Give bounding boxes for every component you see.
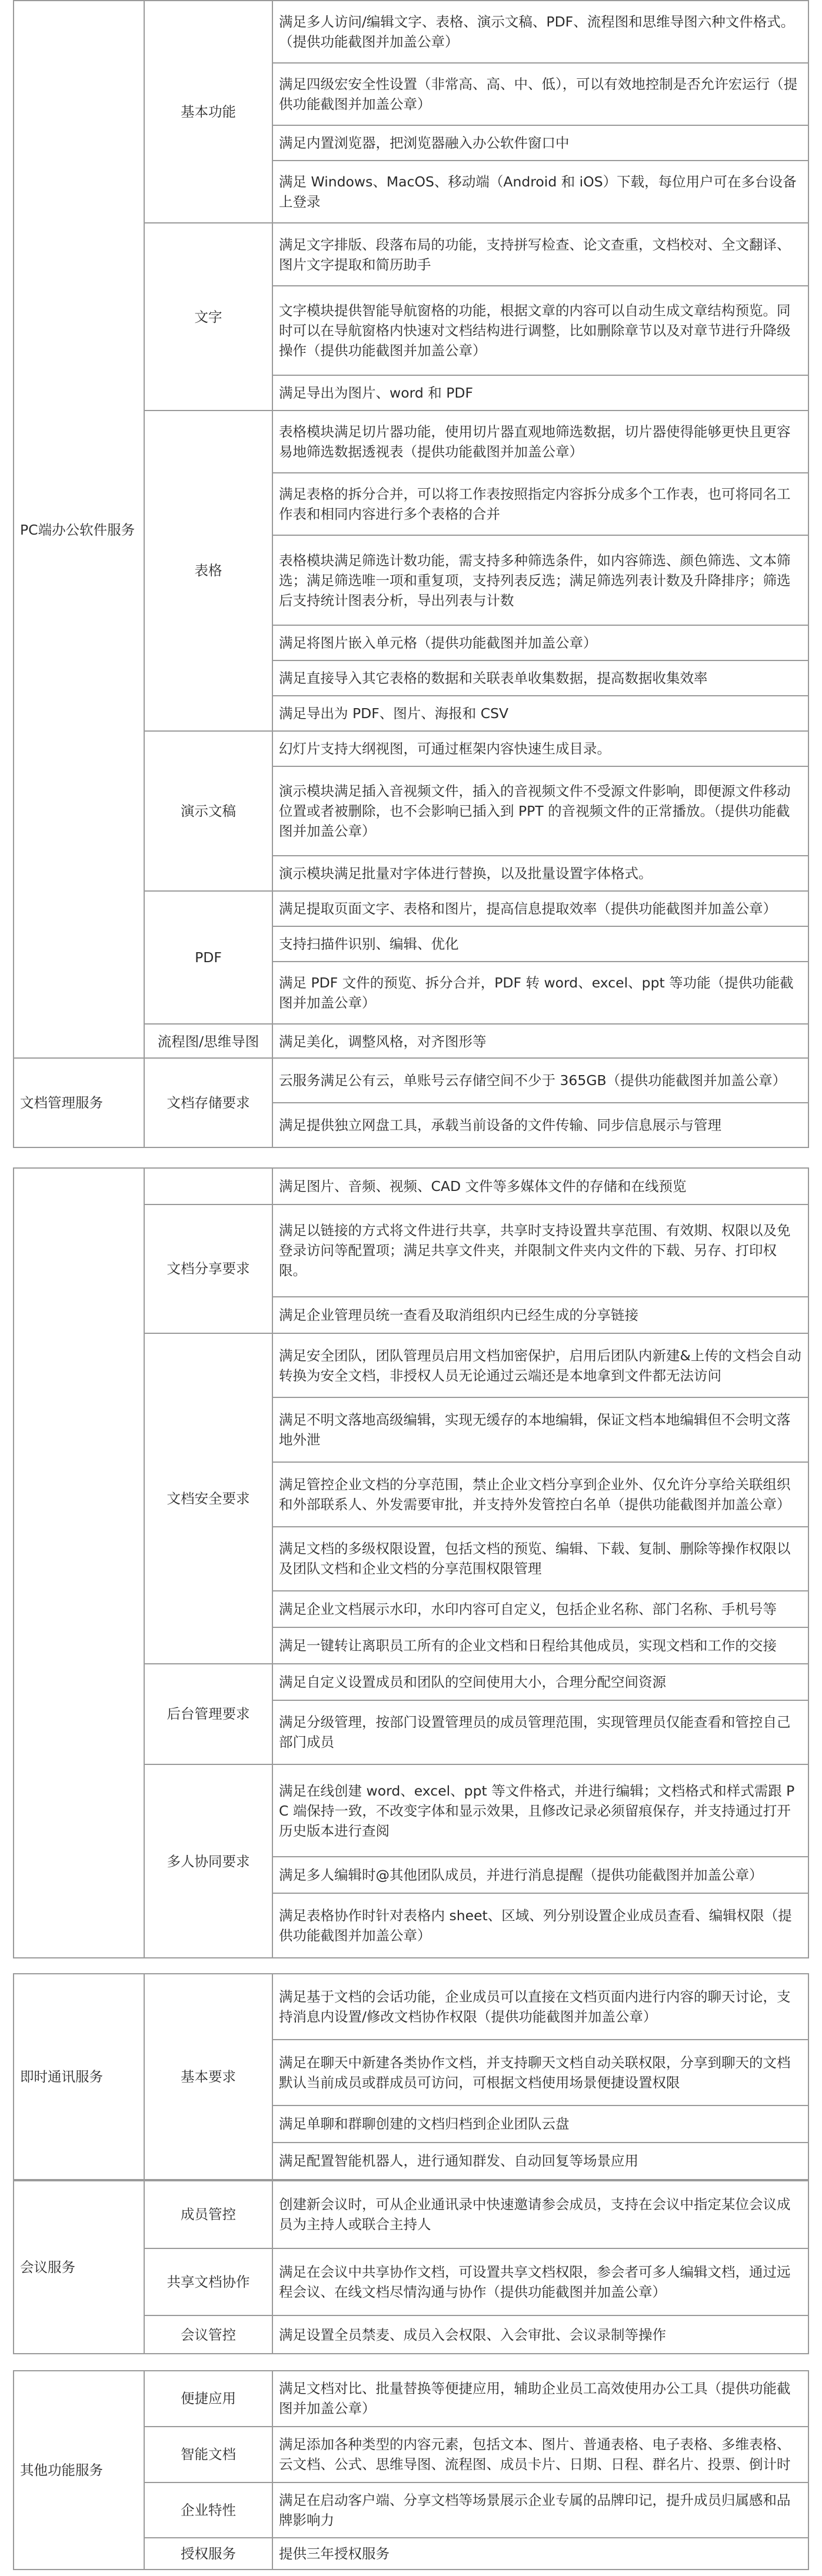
- requirement-cell: 满足多人编辑时@其他团队成员，并进行消息提醒（提供功能截图并加盖公章）: [272, 1857, 808, 1893]
- requirement-cell: 满足导出为 PDF、图片、海报和 CSV: [272, 696, 808, 731]
- requirement-cell: 演示模块满足插入音视频文件，插入的音视频文件不受源文件影响，即便源文件移动位置或者被删除，也不会影响已插入到 PPT 的音视频文件的正常播放。（提供功能截图并加盖公章）: [272, 766, 808, 856]
- table-row: [14, 1058, 808, 1103]
- requirement-cell: 满足一键转让离职员工所有的企业文档和日程给其他成员，实现文档和工作的交接: [272, 1627, 808, 1664]
- category-cell: 文档管理服务: [14, 1058, 144, 1147]
- spec-table: [13, 1057, 809, 1148]
- spec-table-other-functions: [13, 2370, 809, 2570]
- spec-table: [13, 0, 809, 1060]
- requirement-cell: 满足自定义设置成员和团队的空间使用大小，合理分配空间资源: [272, 1664, 808, 1700]
- subcategory-cell: 表格: [144, 411, 272, 731]
- requirement-cell: 满足以链接的方式将文件进行共享，共享时支持设置共享范围、有效期、权限以及免登录访问等配置项；满足共享文件夹，并限制文件夹内文件的下载、另存、打印权限。: [272, 1204, 808, 1297]
- subcategory-cell: 便捷应用: [144, 2371, 272, 2427]
- requirement-cell: 满足在线创建 word、excel、ppt 等文件格式，并进行编辑；文档格式和样式需跟 PC 端保持一致，不改变字体和显示效果，且修改记录必须留痕保存，并支持通过打开历史版本进行查阅: [272, 1764, 808, 1857]
- spec-table: [13, 1167, 809, 1958]
- requirement-cell: 满足图片、音频、视频、CAD 文件等多媒体文件的存储和在线预览: [272, 1168, 808, 1204]
- spec-table: [13, 2180, 809, 2354]
- subcategory-cell: 企业特性: [144, 2482, 272, 2538]
- requirement-cell: 满足 PDF 文件的预览、拆分合并，PDF 转 word、excel、ppt 等功能（提供功能截图并加盖公章）: [272, 962, 808, 1024]
- subcategory-cell: 授权服务: [144, 2538, 272, 2570]
- requirement-cell: 满足提供独立网盘工具，承载当前设备的文件传输、同步信息展示与管理: [272, 1103, 808, 1147]
- requirement-cell: 满足文档对比、批量替换等便捷应用，辅助企业员工高效使用办公工具（提供功能截图并加盖公章）: [272, 2371, 808, 2427]
- requirement-cell: 满足多人访问/编辑文字、表格、演示文稿、PDF、流程图和思维导图六种文件格式。（提供功能截图并加盖公章）: [272, 1, 808, 63]
- category-cell: 其他功能服务: [14, 2371, 144, 2570]
- requirement-cell: 满足文档的多级权限设置，包括文档的预览、编辑、下载、复制、删除等操作权限以及团队文档和企业文档的分享范围权限管理: [272, 1527, 808, 1591]
- requirement-cell: 创建新会议时，可从企业通讯录中快速邀请参会成员，支持在会议中指定某位会议成员为主持人或联合主持人: [272, 2181, 808, 2248]
- requirement-cell: 满足表格协作时针对表格内 sheet、区域、列分别设置企业成员查看、编辑权限（提供功能截图并加盖公章）: [272, 1893, 808, 1958]
- subcategory-cell: 多人协同要求: [144, 1764, 272, 1958]
- requirement-cell: 满足企业文档展示水印，水印内容可自定义，包括企业名称、部门名称、手机号等: [272, 1591, 808, 1627]
- requirement-cell: 满足四级宏安全性设置（非常高、高、中、低），可以有效地控制是否允许宏运行（提供功能截图并加盖公章）: [272, 63, 808, 125]
- spec-table-pc-office: [13, 0, 809, 1060]
- requirement-cell: 满足添加各种类型的内容元素，包括文本、图片、普通表格、电子表格、多维表格、云文档、公式、思维导图、流程图、成员卡片、日期、日程、群名片、投票、倒计时: [272, 2427, 808, 2482]
- requirement-cell: 满足提取页面文字、表格和图片，提高信息提取效率（提供功能截图并加盖公章）: [272, 891, 808, 926]
- subcategory-cell: 演示文稿: [144, 731, 272, 891]
- requirement-cell: 满足在会议中共享协作文档，可设置共享文档权限，参会者可多人编辑文档，通过远程会议、在线文档尽情沟通与协作（提供功能截图并加盖公章）: [272, 2248, 808, 2316]
- requirement-cell: 满足安全团队，团队管理员启用文档加密保护，启用后团队内新建&上传的文档会自动转换为安全文档，非授权人员无论通过云端还是本地拿到文件都无法访问: [272, 1333, 808, 1398]
- table-row: [14, 1168, 808, 1204]
- category-cell: PC端办公软件服务: [14, 1, 144, 1059]
- requirement-cell: 支持扫描件识别、编辑、优化: [272, 926, 808, 962]
- requirement-cell: 表格模块满足筛选计数功能，需支持多种筛选条件，如内容筛选、颜色筛选、文本筛选；满足筛选唯一项和重复项，支持列表反选；满足筛选列表计数及升降排序；筛选后支持统计图表分析，导出列表与计数: [272, 535, 808, 625]
- spec-table-document-management-continued: [13, 1167, 809, 1958]
- subcategory-cell: 基本功能: [144, 1, 272, 223]
- category-cell: [14, 1168, 144, 1958]
- spec-table: [13, 1973, 809, 2180]
- requirement-cell: 满足将图片嵌入单元格（提供功能截图并加盖公章）: [272, 625, 808, 660]
- requirement-cell: 满足管控企业文档的分享范围，禁止企业文档分享到企业外、仅允许分享给关联组织和外部联系人、外发需要审批，并支持外发管控白名单（提供功能截图并加盖公章）: [272, 1462, 808, 1527]
- requirement-cell: 云服务满足公有云，单账号云存储空间不少于 365GB（提供功能截图并加盖公章）: [272, 1058, 808, 1103]
- requirement-cell: 满足美化，调整风格，对齐图形等: [272, 1024, 808, 1059]
- requirement-cell: 满足文字排版、段落布局的功能，支持拼写检查、论文查重，文档校对、全文翻译、图片文字提取和简历助手: [272, 223, 808, 285]
- requirement-cell: 满足配置智能机器人，进行通知群发、自动回复等场景应用: [272, 2143, 808, 2180]
- requirement-cell: 满足基于文档的会话功能，企业成员可以直接在文档页面内进行内容的聊天讨论，支持消息内设置/修改文档协作权限（提供功能截图并加盖公章）: [272, 1974, 808, 2040]
- requirement-cell: 满足 Windows、MacOS、移动端（Android 和 iOS）下载，每位用户可在多台设备上登录: [272, 161, 808, 223]
- requirement-cell: 满足导出为图片、word 和 PDF: [272, 375, 808, 411]
- subcategory-cell: 基本要求: [144, 1974, 272, 2180]
- requirement-cell: 表格模块满足切片器功能，使用切片器直观地筛选数据，切片器使得能够更快且更容易地筛选数据透视表（提供功能截图并加盖公章）: [272, 411, 808, 473]
- requirement-cell: 提供三年授权服务: [272, 2538, 808, 2570]
- subcategory-cell: 共享文档协作: [144, 2248, 272, 2316]
- spec-table-instant-messaging: [13, 1973, 809, 2180]
- requirement-cell: 满足分级管理，按部门设置管理员的成员管理范围，实现管理员仅能查看和管控自己部门成员: [272, 1700, 808, 1765]
- table-row: [14, 2371, 808, 2427]
- requirement-cell: 满足在聊天中新建各类协作文档，并支持聊天文档自动关联权限，分享到聊天的文档默认当前成员或群成员可访问，可根据文档使用场景便捷设置权限: [272, 2040, 808, 2105]
- category-cell: 即时通讯服务: [14, 1974, 144, 2180]
- requirement-cell: 满足内置浏览器，把浏览器融入办公软件窗口中: [272, 125, 808, 161]
- spec-table-meeting: [13, 2180, 809, 2354]
- subcategory-cell: 后台管理要求: [144, 1664, 272, 1764]
- subcategory-cell: 流程图/思维导图: [144, 1024, 272, 1059]
- subcategory-cell: 文档安全要求: [144, 1333, 272, 1664]
- requirement-cell: 文字模块提供智能导航窗格的功能，根据文章的内容可以自动生成文章结构预览。同时可以在导航窗格内快速对文档结构进行调整，比如删除章节以及对章节进行升降级操作（提供功能截图并加盖公章）: [272, 286, 808, 375]
- requirement-cell: 满足表格的拆分合并，可以将工作表按照指定内容拆分成多个工作表，也可将同名工作表和相同内容进行多个表格的合并: [272, 473, 808, 535]
- requirement-cell: 满足直接导入其它表格的数据和关联表单收集数据，提高数据收集效率: [272, 660, 808, 696]
- requirement-cell: 满足单聊和群聊创建的文档归档到企业团队云盘: [272, 2105, 808, 2143]
- subcategory-cell: 成员管控: [144, 2181, 272, 2248]
- requirement-cell: 满足设置全员禁麦、成员入会权限、入会审批、会议录制等操作: [272, 2315, 808, 2354]
- table-row: [14, 1, 808, 63]
- requirement-cell: 满足企业管理员统一查看及取消组织内已经生成的分享链接: [272, 1297, 808, 1333]
- requirement-cell: 满足在启动客户端、分享文档等场景展示企业专属的品牌印记，提升成员归属感和品牌影响力: [272, 2482, 808, 2538]
- subcategory-cell: 文档存储要求: [144, 1058, 272, 1147]
- subcategory-cell: 文档分享要求: [144, 1204, 272, 1333]
- table-row: [14, 2181, 808, 2248]
- category-cell: 会议服务: [14, 2181, 144, 2354]
- table-row: [14, 1974, 808, 2040]
- requirement-cell: 满足不明文落地高级编辑，实现无缓存的本地编辑，保证文档本地编辑但不会明文落地外泄: [272, 1397, 808, 1462]
- spec-table-document-management: [13, 1057, 809, 1148]
- subcategory-cell: 文字: [144, 223, 272, 411]
- subcategory-cell: 智能文档: [144, 2427, 272, 2482]
- requirement-cell: 幻灯片支持大纲视图，可通过框架内容快速生成目录。: [272, 731, 808, 766]
- subcategory-cell: [144, 1168, 272, 1204]
- subcategory-cell: 会议管控: [144, 2315, 272, 2354]
- subcategory-cell: PDF: [144, 891, 272, 1024]
- requirement-cell: 演示模块满足批量对字体进行替换，以及批量设置字体格式。: [272, 856, 808, 891]
- spec-table: [13, 2370, 809, 2570]
